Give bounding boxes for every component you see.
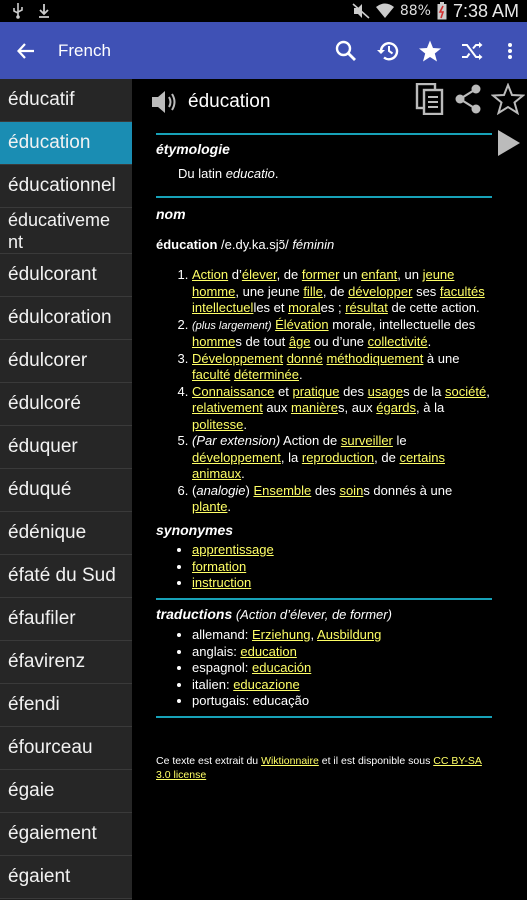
def-text: . (298, 367, 303, 382)
pron-ipa: /e.dy.ka.sjɔ̃/ (217, 236, 293, 252)
translations-list (156, 627, 492, 710)
translations-title: traductions (156, 605, 233, 622)
word-link[interactable]: pratique (292, 383, 340, 399)
def-text: aux (262, 400, 291, 415)
word-list-item-line: nt (8, 231, 24, 252)
word-link[interactable]: jeune (422, 267, 455, 282)
search-button[interactable] (325, 22, 367, 79)
divider (156, 716, 492, 718)
star-icon (418, 40, 442, 62)
etymology-suffix: . (274, 165, 279, 181)
usb-icon (12, 3, 24, 19)
word-link[interactable]: développer (348, 283, 413, 299)
app-title: French (58, 40, 111, 60)
word-link[interactable]: certains (399, 449, 445, 465)
synonym-item (192, 575, 492, 592)
word-link[interactable]: facultés (439, 283, 485, 299)
definition-item (192, 433, 492, 483)
translation-item (192, 627, 492, 644)
word-link[interactable]: soin (339, 482, 364, 498)
word-link[interactable]: élever (241, 267, 277, 282)
overflow-menu-button[interactable] (493, 22, 527, 79)
def-text: , (486, 383, 490, 399)
word-link[interactable]: Élévation (275, 316, 329, 332)
word-list-item[interactable]: éduqué (0, 469, 132, 512)
def-text: ) (245, 482, 254, 498)
def-text: et (274, 383, 293, 399)
word-link[interactable]: surveiller (340, 433, 393, 448)
synonyms-title: synonymes (156, 521, 234, 538)
word-list-item[interactable]: éducationnel (0, 165, 132, 208)
language-label: anglais: (192, 643, 241, 659)
def-text: morale, intellectuelle des (328, 316, 476, 332)
word-link[interactable]: politesse (192, 416, 244, 432)
word-link[interactable]: Développement (192, 350, 284, 366)
def-text: s donnés à une (363, 482, 453, 498)
definition-article (156, 129, 492, 782)
word-list-item[interactable] (0, 208, 132, 254)
footer-text: et il est disponible sous (318, 754, 434, 767)
language-label: espagnol: (192, 660, 252, 675)
word-link[interactable]: égards (376, 400, 417, 415)
separator: , (310, 627, 318, 642)
pos-title: nom (156, 206, 186, 222)
synonym-item (192, 542, 492, 559)
def-text: des (339, 383, 368, 399)
status-bar (0, 0, 527, 22)
speaker-icon[interactable] (150, 88, 178, 116)
pronunciation-line (156, 237, 492, 254)
random-button[interactable] (451, 22, 493, 79)
etymology-title: étymologie (156, 141, 230, 157)
translation-link[interactable]: education (240, 643, 297, 659)
arrow-back-icon (17, 42, 35, 60)
def-text: s de tout (235, 334, 289, 349)
word-link[interactable]: former (301, 267, 340, 282)
definition-item (192, 384, 492, 434)
def-text: , un (397, 267, 423, 282)
word-link[interactable]: homme (192, 283, 236, 299)
word-list-item[interactable]: éfourceau (0, 727, 132, 770)
search-icon (335, 40, 357, 62)
word-link[interactable]: intellectuel (192, 300, 254, 315)
pron-word: éducation (156, 236, 218, 252)
language-label: italien: (192, 676, 234, 692)
def-text: . (227, 499, 232, 514)
def-text: ou d’une (310, 334, 368, 349)
word-link[interactable]: faculté (192, 367, 231, 382)
translation-item (192, 660, 492, 677)
word-list-item[interactable]: édulcoré (0, 383, 132, 426)
license-footer (156, 754, 492, 782)
word-list-item[interactable]: éfaté du Sud (0, 555, 132, 598)
favorite-button[interactable] (409, 22, 451, 79)
history-button[interactable] (367, 22, 409, 79)
history-icon (376, 40, 400, 62)
def-text: Action de (280, 433, 341, 448)
back-button[interactable] (0, 22, 52, 79)
word-link[interactable]: Connaissance (192, 383, 275, 399)
def-text: . (241, 466, 245, 481)
def-text: , de (374, 449, 400, 465)
translation-link[interactable]: Ausbildung (317, 627, 382, 642)
def-text: un (339, 267, 362, 282)
definition-item (192, 483, 492, 516)
divider (156, 598, 492, 600)
translation-link[interactable]: educación (252, 660, 312, 675)
wiktionary-link[interactable]: Wiktionnaire (261, 754, 319, 767)
word-link[interactable]: usage (367, 383, 404, 399)
word-link[interactable]: fille (303, 283, 323, 299)
battery-percent: 88% (399, 3, 431, 19)
word-list-item[interactable]: édulcorer (0, 340, 132, 383)
word-link[interactable]: résultat (345, 300, 388, 315)
word-list-item-selected[interactable]: éducation (0, 122, 132, 165)
word-list-item[interactable]: édulcoration (0, 297, 132, 340)
word-link[interactable]: reproduction (301, 449, 375, 465)
def-text: d’ (228, 267, 242, 282)
word-link[interactable]: relativement (192, 400, 263, 415)
more-vert-icon (507, 42, 513, 60)
synonyms-list (156, 542, 492, 592)
copy-icon[interactable] (415, 83, 445, 115)
divider (156, 196, 492, 198)
word-list-item[interactable]: édulcorant (0, 254, 132, 297)
word-link[interactable]: société (444, 383, 487, 399)
word-list[interactable] (0, 79, 132, 900)
definition-item (192, 317, 492, 351)
def-text: de cette action. (387, 300, 480, 315)
word-list-item-line: éducativeme (8, 209, 111, 230)
translation-item (192, 677, 492, 694)
word-link[interactable]: Action (192, 267, 229, 282)
word-link[interactable]: collectivité (367, 334, 428, 349)
word-link[interactable]: développement (192, 449, 281, 465)
headword: éducation (188, 91, 271, 112)
def-text: ses (412, 283, 440, 299)
etymology-text (156, 166, 492, 183)
word-link[interactable]: moral (288, 300, 321, 315)
translation-item (192, 644, 492, 661)
word-link[interactable]: méthodiquement (326, 350, 424, 366)
word-list-item[interactable]: éducatif (0, 79, 132, 122)
word-link[interactable]: animaux (192, 466, 242, 481)
word-list-item[interactable]: éfavirenz (0, 641, 132, 684)
def-text: ( (192, 482, 197, 498)
wifi-icon (376, 3, 394, 19)
def-text: à une (423, 350, 460, 366)
word-list-item[interactable]: égaiement (0, 813, 132, 856)
translation-link[interactable]: Erziehung (251, 627, 311, 642)
entry-panel (132, 79, 527, 900)
play-icon[interactable] (497, 129, 521, 157)
divider (156, 133, 492, 135)
word-list-item[interactable]: égaient (0, 856, 132, 899)
word-link[interactable]: donné (286, 350, 323, 366)
def-text: es ; (320, 300, 346, 315)
etymology-prefix: Du latin (178, 165, 226, 181)
app-bar (0, 22, 527, 79)
def-text: s, aux (337, 400, 377, 415)
def-qualifier: analogie (196, 482, 246, 498)
word-list-item[interactable]: éduquer (0, 426, 132, 469)
def-text: , la (280, 449, 302, 465)
etymology-latin: educatio (225, 165, 275, 181)
word-link[interactable]: âge (288, 334, 311, 349)
word-list-item[interactable]: éfaufiler (0, 598, 132, 641)
battery-icon (437, 2, 447, 20)
download-icon (38, 3, 50, 19)
translation-link[interactable]: educazione (233, 676, 300, 692)
translations-subtitle: (Action d’élever, de former) (232, 606, 392, 622)
mute-icon (352, 3, 370, 19)
translations-header (156, 606, 492, 624)
shuffle-icon (461, 42, 483, 60)
definition-item (192, 267, 492, 317)
def-text: les et (253, 300, 289, 315)
synonym-link[interactable]: apprentissage (192, 542, 274, 557)
entry-header (132, 79, 527, 125)
def-text: , à la (416, 400, 445, 415)
def-text: , de (276, 267, 302, 282)
def-text: . (243, 416, 247, 432)
def-text: . (427, 334, 432, 349)
pron-gender: féminin (292, 236, 335, 252)
word-list-item[interactable]: édénique (0, 512, 132, 555)
word-link[interactable]: manière (291, 400, 338, 415)
word-link[interactable]: Ensemble (253, 482, 312, 498)
def-qualifier: (Par extension) (192, 433, 281, 448)
word-link[interactable]: enfant (361, 267, 398, 282)
share-icon[interactable] (453, 83, 483, 115)
def-text: s de la (403, 383, 445, 399)
definitions-list (156, 267, 492, 516)
word-list-item[interactable]: éfendi (0, 684, 132, 727)
def-text: , de (322, 283, 349, 299)
translation-item (192, 693, 492, 710)
star-outline-icon[interactable] (491, 83, 525, 115)
def-text: le (392, 433, 407, 448)
word-link[interactable]: déterminée (233, 367, 299, 382)
translation-text: portugais: educação (192, 693, 310, 708)
definition-item (192, 351, 492, 384)
word-list-item[interactable]: égaie (0, 770, 132, 813)
license-link[interactable]: CC BY-SA 3.0 license (156, 754, 482, 781)
word-link[interactable]: homme (192, 334, 236, 349)
def-qualifier: (plus largement) (192, 319, 272, 332)
def-text: des (311, 482, 340, 498)
synonym-item (192, 559, 492, 576)
def-text: , une jeune (235, 283, 304, 299)
synonym-link[interactable]: instruction (192, 575, 252, 590)
footer-text: Ce texte est extrait du (156, 754, 262, 767)
status-time: 7:38 AM (452, 0, 519, 21)
synonym-link[interactable]: formation (192, 558, 247, 574)
language-label: allemand: (192, 627, 252, 642)
word-link[interactable]: plante (192, 499, 228, 514)
